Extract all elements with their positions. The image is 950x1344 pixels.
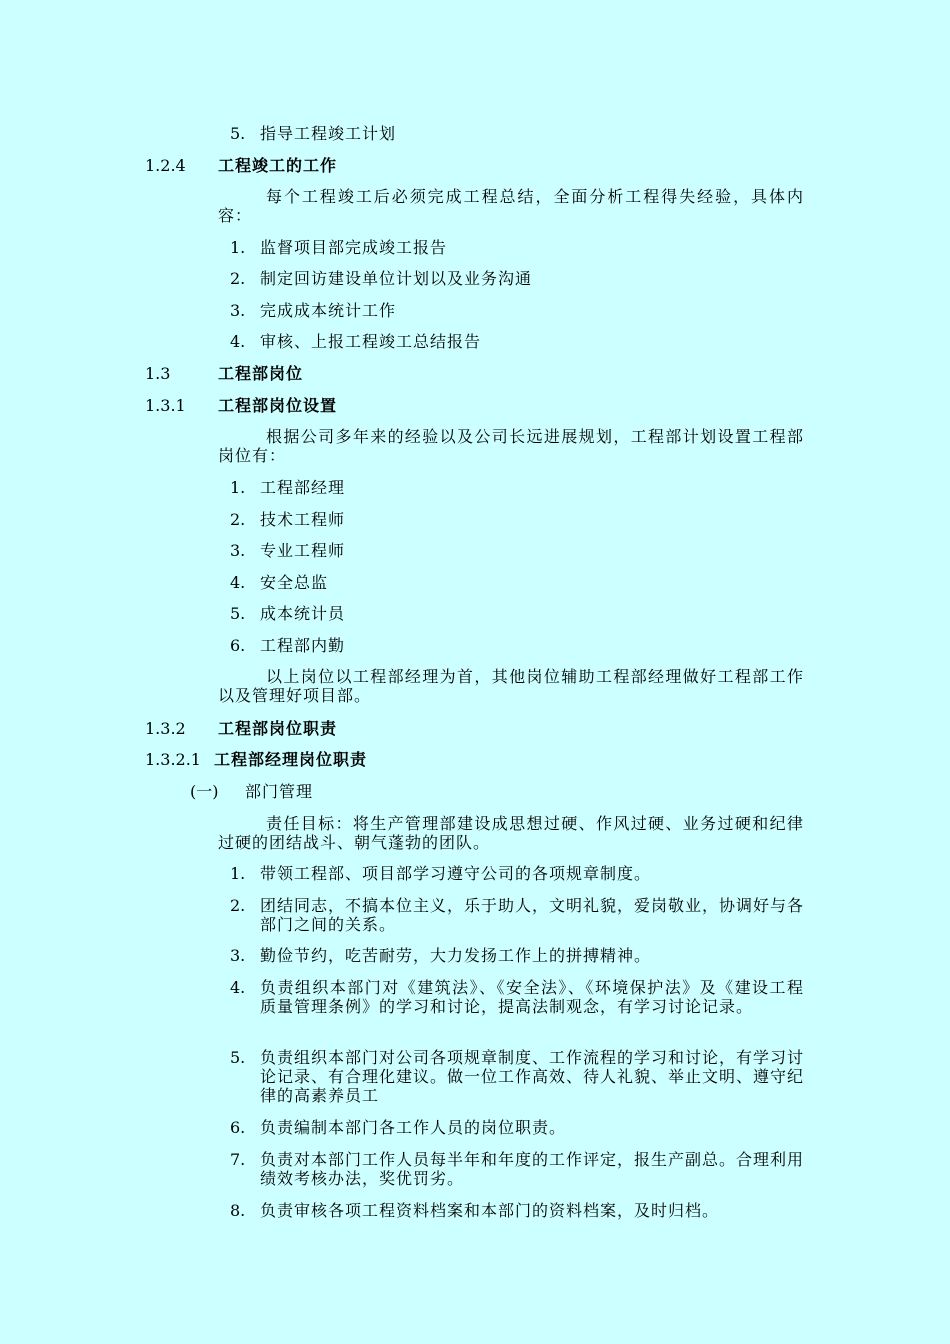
list-item-number: 5. bbox=[230, 604, 246, 623]
list-item-number: 4. bbox=[230, 332, 246, 351]
list-item: 带领工程部、项目部学习遵守公司的各项规章制度。 bbox=[260, 864, 652, 883]
list-item: 制定回访建设单位计划以及业务沟通 bbox=[260, 269, 533, 288]
list-item: 团结同志，不搞本位主义，乐于助人，文明礼貌，爱岗敬业，协调好与各部门之间的关系。 bbox=[260, 896, 805, 934]
list-item-number: 4. bbox=[230, 573, 246, 592]
list-item: 专业工程师 bbox=[260, 541, 346, 560]
list-item-number: 3. bbox=[230, 301, 246, 320]
list-item-number: 7. bbox=[230, 1150, 246, 1169]
section-number: 1.3.2.1 bbox=[145, 750, 201, 769]
section-number: 1.3.2 bbox=[145, 719, 186, 738]
paragraph: 以上岗位以工程部经理为首，其他岗位辅助工程部经理做好工程部工作以及管理好项目部。 bbox=[218, 667, 804, 705]
list-item-number: 3. bbox=[230, 541, 246, 560]
paragraph: 责任目标：将生产管理部建设成思想过硬、作风过硬、业务过硬和纪律过硬的团结战斗、朝气蓬勃的团队。 bbox=[218, 814, 804, 852]
list-item: 负责审核各项工程资料档案和本部门的资料档案，及时归档。 bbox=[260, 1201, 720, 1220]
section-heading: 工程部经理岗位职责 bbox=[214, 750, 368, 769]
list-item: 工程部经理 bbox=[260, 478, 346, 497]
list-item-number: 6. bbox=[230, 1118, 246, 1137]
list-item: 成本统计员 bbox=[260, 604, 346, 623]
section-number: 1.3.1 bbox=[145, 396, 186, 415]
list-item: 负责对本部门工作人员每半年和年度的工作评定，报生产副总。合理利用绩效考核办法，奖优罚劣。 bbox=[260, 1150, 805, 1188]
list-item: 指导工程竣工计划 bbox=[260, 124, 397, 143]
list-item-number: 3. bbox=[230, 946, 246, 965]
list-item-number: 5. bbox=[230, 124, 246, 143]
section-number: 1.3 bbox=[145, 364, 171, 383]
list-item: 技术工程师 bbox=[260, 510, 346, 529]
section-heading: 工程部岗位 bbox=[218, 364, 304, 383]
list-item-number: 1. bbox=[230, 478, 246, 497]
list-item-number: 5. bbox=[230, 1048, 246, 1067]
section-heading: 工程部岗位职责 bbox=[218, 719, 338, 738]
list-item-number: 8. bbox=[230, 1201, 246, 1220]
list-item: 勤俭节约，吃苦耐劳，大力发扬工作上的拼搏精神。 bbox=[260, 946, 652, 965]
list-item-number: 2. bbox=[230, 510, 246, 529]
list-item-number: 6. bbox=[230, 636, 246, 655]
list-item: 安全总监 bbox=[260, 573, 329, 592]
list-item-number: 4. bbox=[230, 978, 246, 997]
subsection-heading: 部门管理 bbox=[245, 782, 314, 801]
list-item-number: 1. bbox=[230, 864, 246, 883]
section-number: 1.2.4 bbox=[145, 156, 186, 175]
paragraph: 根据公司多年来的经验以及公司长远进展规划，工程部计划设置工程部岗位有： bbox=[218, 427, 804, 465]
list-item: 负责组织本部门对公司各项规章制度、工作流程的学习和讨论，有学习讨论记录、有合理化建议。做一位工作高效、待人礼貌、举止文明、遵守纪律的高素养员工 bbox=[260, 1048, 805, 1105]
list-item-number: 2. bbox=[230, 269, 246, 288]
list-item: 监督项目部完成竣工报告 bbox=[260, 238, 448, 257]
paragraph: 每个工程竣工后必须完成工程总结，全面分析工程得失经验，具体内容： bbox=[218, 187, 804, 225]
list-item: 负责组织本部门对《建筑法》、《安全法》、《环境保护法》及《建设工程质量管理条例》的学习和讨论，提高法制观念，有学习讨论记录。 bbox=[260, 978, 804, 1016]
section-heading: 工程部岗位设置 bbox=[218, 396, 338, 415]
subsection-number: (一) bbox=[190, 782, 219, 801]
list-item: 完成成本统计工作 bbox=[260, 301, 397, 320]
list-item: 负责编制本部门各工作人员的岗位职责。 bbox=[260, 1118, 567, 1137]
list-item: 审核、上报工程竣工总结报告 bbox=[260, 332, 482, 351]
list-item-number: 2. bbox=[230, 896, 246, 915]
list-item: 工程部内勤 bbox=[260, 636, 346, 655]
list-item-number: 1. bbox=[230, 238, 246, 257]
section-heading: 工程竣工的工作 bbox=[218, 156, 338, 175]
